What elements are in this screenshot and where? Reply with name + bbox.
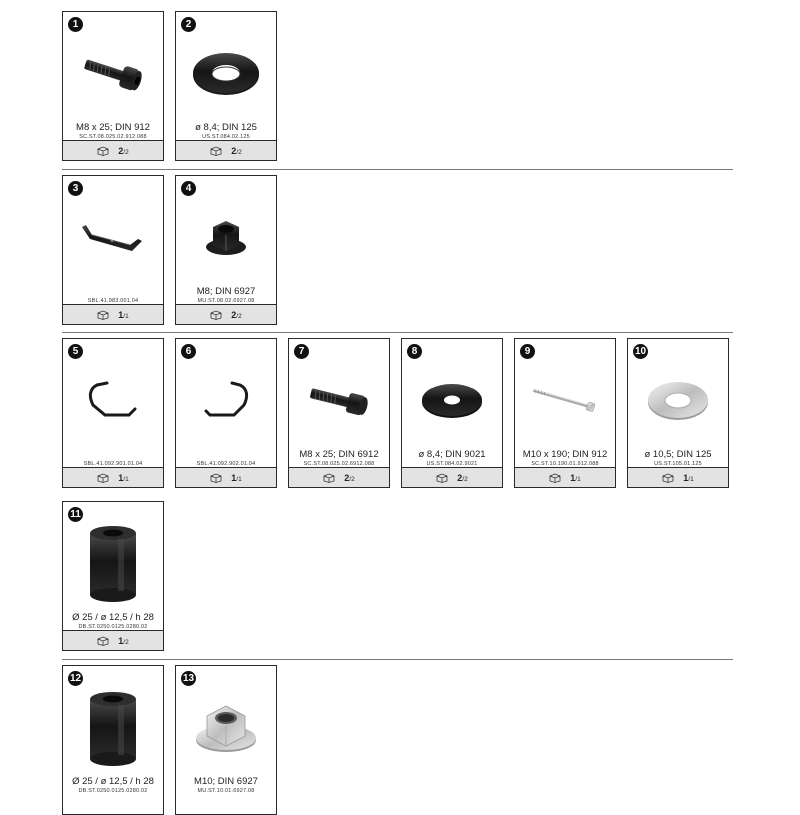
quantity-bar <box>176 140 276 160</box>
quantity: 1/2 <box>118 635 129 646</box>
part-number-badge: 1 <box>68 17 83 32</box>
part-code: SC.ST.08.025.02.912.088 <box>79 134 147 140</box>
part-number-badge: 11 <box>68 507 83 522</box>
part-number-badge: 10 <box>634 346 647 357</box>
part-number-badge: 9 <box>520 344 535 359</box>
quantity-bar <box>63 630 163 650</box>
section-divider <box>62 169 733 170</box>
part-name: M10; DIN 6927 <box>194 776 258 787</box>
part-card <box>175 665 277 815</box>
part-name: M8; DIN 6927 <box>196 286 256 297</box>
section-divider <box>62 659 733 660</box>
package-box-icon <box>436 473 448 483</box>
quantity: 2/2 <box>118 145 129 156</box>
package-box-icon <box>210 473 222 483</box>
part-card <box>627 338 729 488</box>
part-number-badge: 8 <box>407 344 422 359</box>
part-card <box>401 338 503 488</box>
part-number-badge: 13 <box>182 673 195 684</box>
hex-socket-screw-image <box>63 26 163 120</box>
bent-rod-left-image <box>63 353 163 447</box>
package-box-icon <box>97 636 109 646</box>
part-name: M8 x 25; DIN 6912 <box>299 449 379 460</box>
quantity-bar <box>176 304 276 324</box>
part-code: MU.ST.08.02.6927.08 <box>197 298 255 304</box>
part-number-badge: 7 <box>294 344 309 359</box>
package-box-icon <box>97 473 109 483</box>
part-card <box>62 501 164 651</box>
part-code: US.ST.105.01.125 <box>654 461 702 467</box>
part-card <box>175 338 277 488</box>
black-spacer-image <box>63 516 163 610</box>
part-name: ø 10,5; DIN 125 <box>644 449 712 460</box>
part-card <box>175 175 277 325</box>
part-code: US.ST.084.02.9021 <box>426 461 478 467</box>
quantity: 2/2 <box>457 472 468 483</box>
part-name: Ø 25 / ø 12,5 / h 28 <box>72 776 154 787</box>
quantity-bar <box>289 467 389 487</box>
part-number-badge: 2 <box>181 17 196 32</box>
quantity-bar <box>63 467 163 487</box>
part-code: SC.ST.08.025.02.6912.088 <box>303 461 375 467</box>
quantity-bar <box>176 467 276 487</box>
black-spacer-image <box>63 680 163 774</box>
black-bracket-image <box>63 190 163 284</box>
package-box-icon <box>549 473 561 483</box>
part-code: US.ST.084.02.125 <box>202 134 250 140</box>
package-box-icon <box>210 310 222 320</box>
quantity: 2/2 <box>231 145 242 156</box>
part-card <box>62 11 164 161</box>
part-number-badge: 5 <box>68 344 83 359</box>
package-box-icon <box>210 146 222 156</box>
part-number-badge: 4 <box>181 181 196 196</box>
part-code: SBL.41.092.902.01.04 <box>196 461 256 467</box>
quantity: 1/1 <box>683 472 694 483</box>
part-card <box>62 338 164 488</box>
part-code: SC.ST.10.190.01.912.088 <box>531 461 599 467</box>
quantity-bar <box>63 140 163 160</box>
long-silver-bolt-image <box>515 353 615 447</box>
hex-socket-screw-image <box>289 353 389 447</box>
bent-rod-right-image <box>176 353 276 447</box>
part-name: Ø 25 / ø 12,5 / h 28 <box>72 612 154 623</box>
part-card <box>62 665 164 815</box>
part-card <box>514 338 616 488</box>
part-code: SBL.41.092.901.01.04 <box>83 461 143 467</box>
part-name: ø 8,4; DIN 9021 <box>418 449 486 460</box>
quantity-bar <box>515 467 615 487</box>
quantity: 1/1 <box>118 309 129 320</box>
quantity-bar <box>63 304 163 324</box>
part-number-badge: 12 <box>69 673 82 684</box>
package-box-icon <box>662 473 674 483</box>
part-code: DB.ST.0250.0125.0280.02 <box>78 624 148 630</box>
part-card <box>62 175 164 325</box>
package-box-icon <box>97 146 109 156</box>
part-card <box>288 338 390 488</box>
quantity-bar <box>628 467 728 487</box>
package-box-icon <box>97 310 109 320</box>
part-name: ø 8,4; DIN 125 <box>195 122 257 133</box>
quantity: 2/2 <box>344 472 355 483</box>
part-number-badge: 3 <box>68 181 83 196</box>
large-black-washer-image <box>402 353 502 447</box>
quantity-bar <box>402 467 502 487</box>
quantity: 1/1 <box>118 472 129 483</box>
part-card <box>175 11 277 161</box>
quantity: 1/1 <box>570 472 581 483</box>
package-box-icon <box>323 473 335 483</box>
black-flange-nut-image <box>176 190 276 284</box>
black-washer-image <box>176 26 276 120</box>
quantity: 2/2 <box>231 309 242 320</box>
section-divider <box>62 332 733 333</box>
part-name: M8 x 25; DIN 912 <box>76 122 150 133</box>
part-number-badge: 6 <box>181 344 196 359</box>
silver-flange-nut-image <box>176 680 276 774</box>
part-code: MU.ST.10.01.6927.08 <box>197 788 255 794</box>
part-code: DB.ST.0250.0125.0280.02 <box>78 788 148 794</box>
part-code: SBL.41.983.001.04 <box>87 298 139 304</box>
silver-washer-image <box>628 353 728 447</box>
quantity: 1/1 <box>231 472 242 483</box>
part-name: M10 x 190; DIN 912 <box>522 449 608 460</box>
